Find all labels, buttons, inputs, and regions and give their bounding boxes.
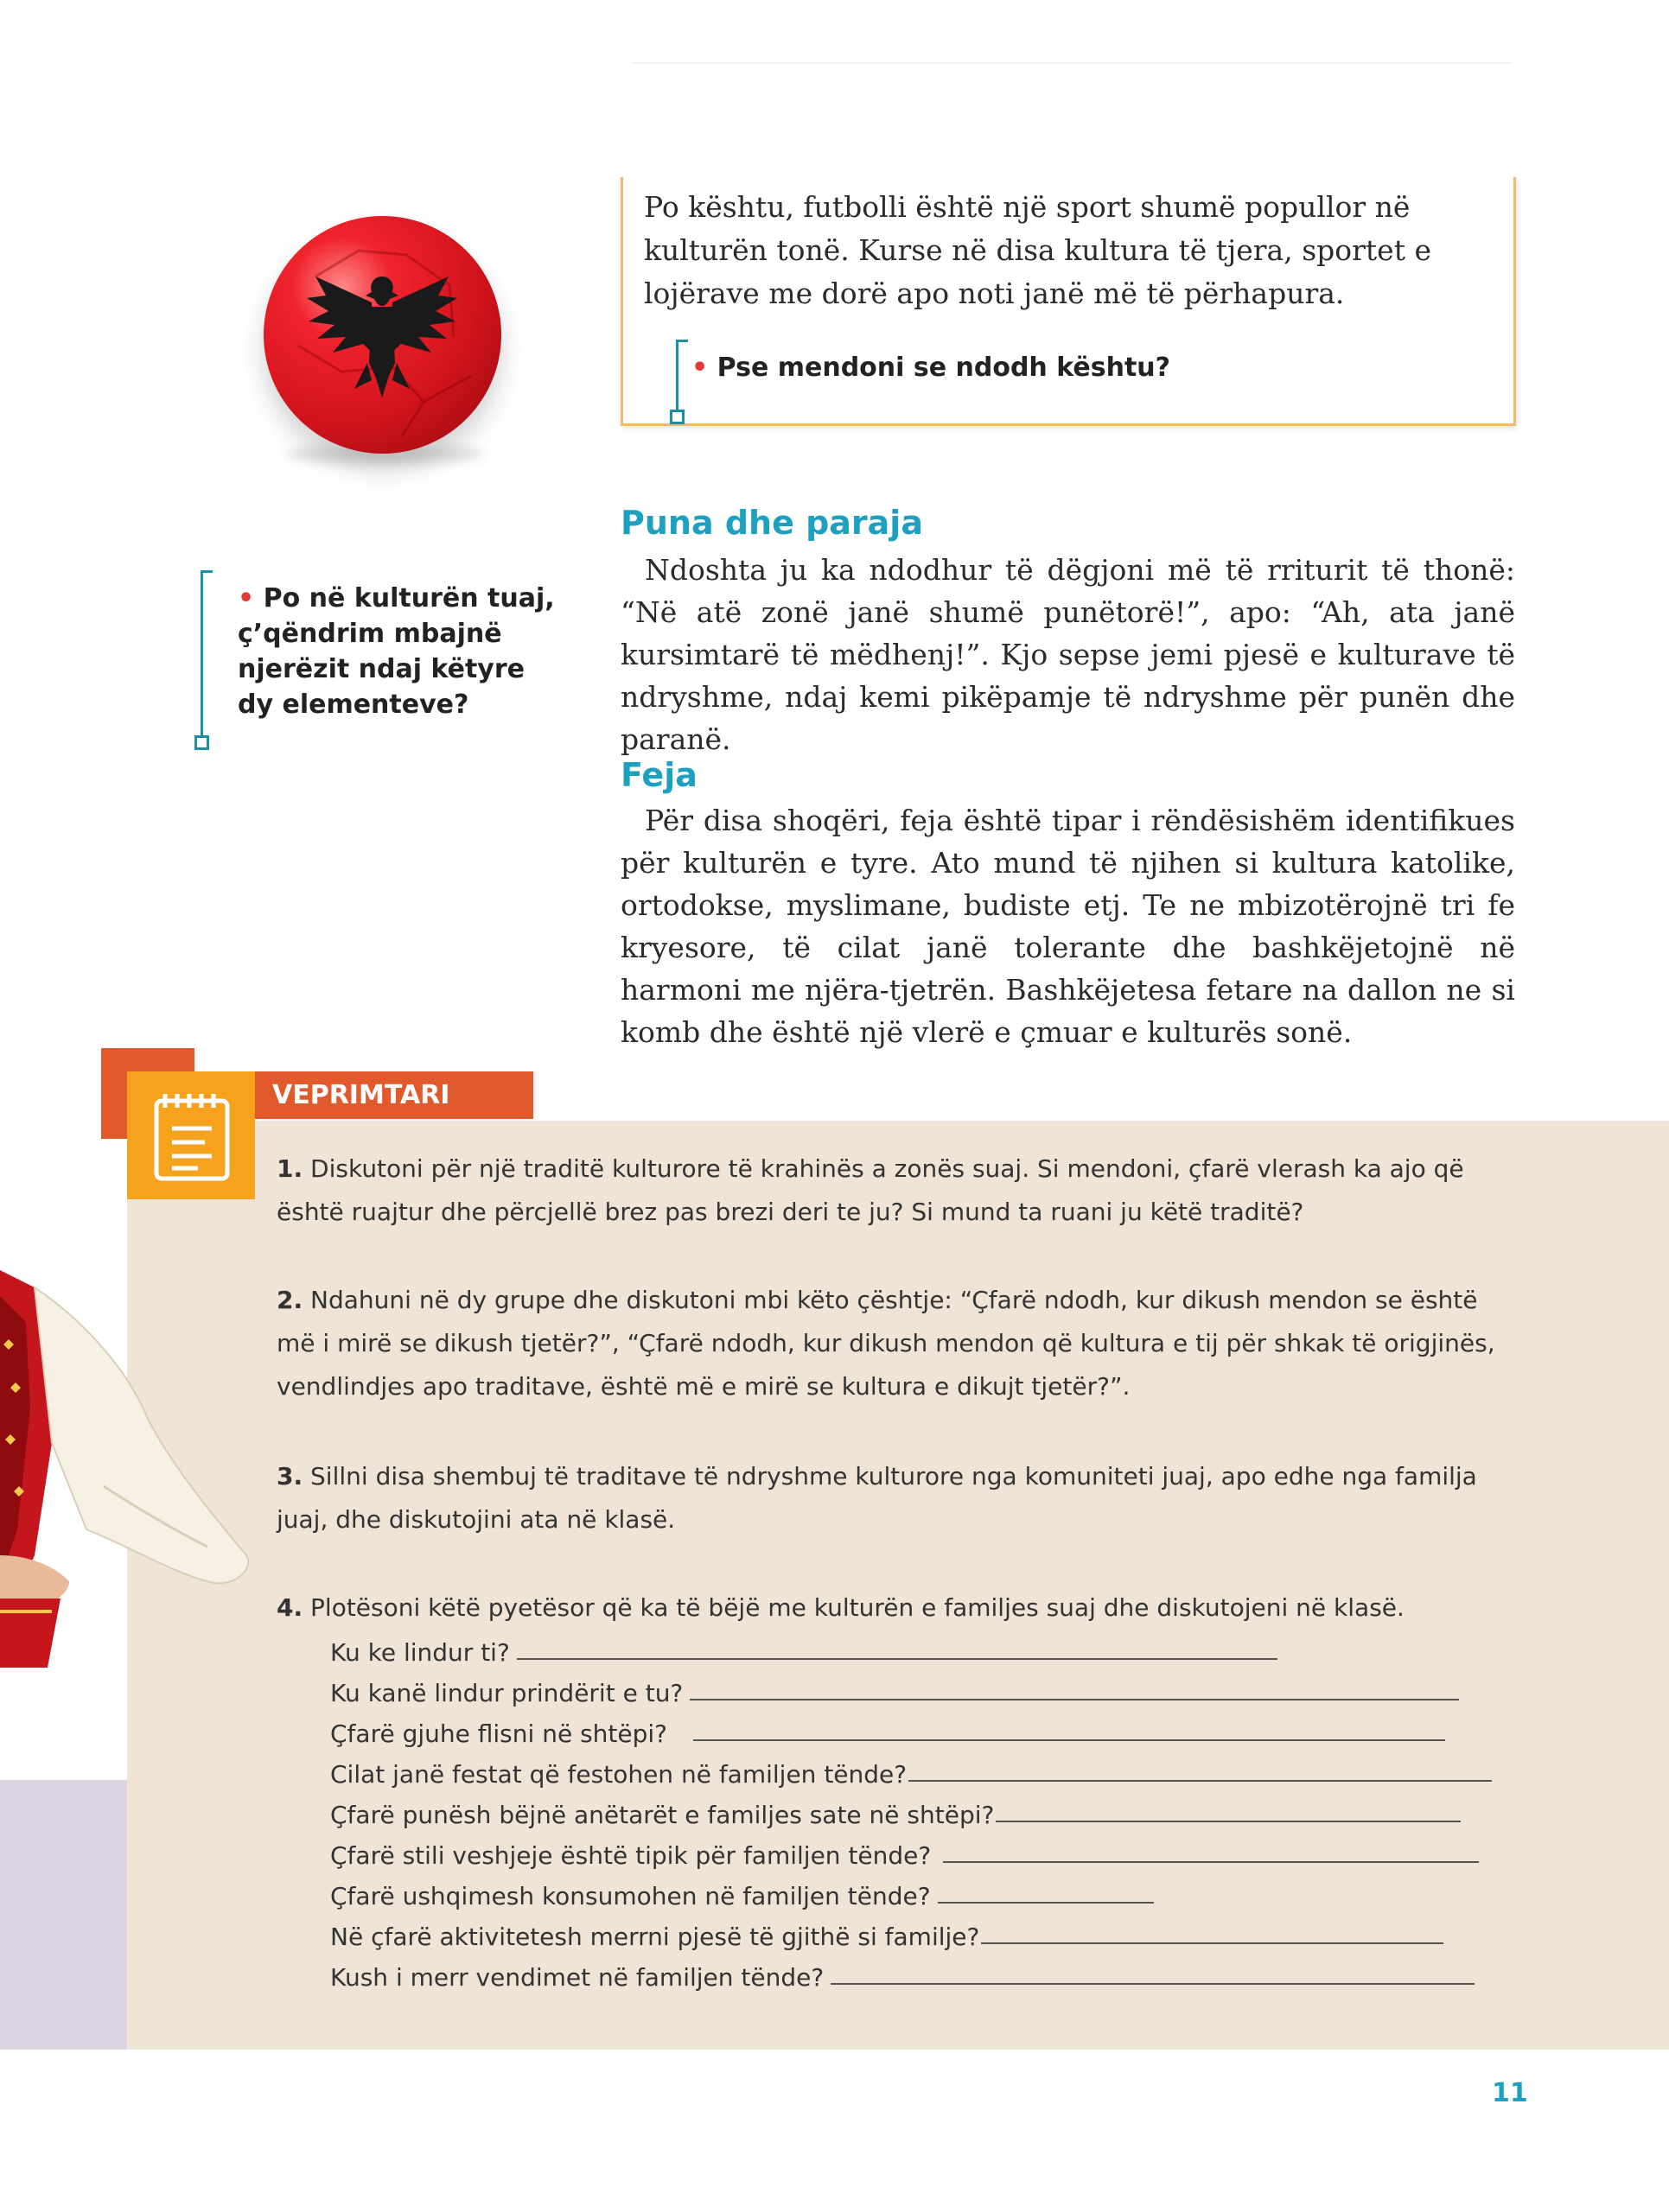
side-question-text: Po në kulturën tuaj, ç’qëndrim mbajnë njerëzit ndaj këtyre dy elementeve?	[238, 583, 555, 720]
question-bracket	[676, 340, 678, 417]
questionnaire-row	[330, 1951, 1475, 1992]
questionnaire-row	[330, 1748, 1492, 1789]
section-text-work-money: Ndoshta ju ka ndodhur të dëgjoni më të rriturit të thonë: “Në atë zonë janë shumë punëtorë!”, apo: “Ah, ata janë kursimtarë të mëdhenj!”. Kjo sepse jemi pjesë e kulturave të ndryshme, ndaj kemi pikëpamje të ndryshme për punën dhe paranë.	[621, 553, 1515, 756]
bullet-icon: •	[691, 353, 717, 383]
activity-item-number: 3.	[277, 1462, 303, 1491]
albanian-flag-football	[264, 216, 501, 454]
questionnaire-question: Çfarë gjuhe flisni në shtëpi?	[330, 1719, 668, 1748]
questionnaire-row	[330, 1626, 1277, 1667]
questionnaire-question: Ku ke lindur ti?	[330, 1638, 510, 1667]
questionnaire-question: Kush i merr vendimet në familjen tënde?	[330, 1963, 825, 1992]
eagle-emblem-icon	[264, 216, 501, 454]
lavender-strip	[0, 1780, 127, 2050]
bracket-top-icon	[201, 570, 213, 573]
answer-line[interactable]	[938, 1902, 1154, 1904]
answer-line[interactable]	[517, 1658, 1277, 1660]
activity-item-text: Diskutoni për një traditë kulturore të krahinës a zonës suaj. Si mendoni, çfarë vlerash ka ajo që është ruajtur dhe përcjellë brez pas brezi deri te ju? Si mund ta ruani ju këtë traditë?	[277, 1154, 1464, 1226]
questionnaire-question: Ku kanë lindur prindërit e tu?	[330, 1679, 684, 1707]
answer-line[interactable]	[943, 1861, 1479, 1863]
activity-item	[277, 1147, 1521, 1234]
answer-line[interactable]	[996, 1821, 1461, 1822]
section-heading-religion: Feja	[621, 756, 698, 794]
questionnaire-row	[330, 1870, 1154, 1910]
answer-line[interactable]	[981, 1942, 1443, 1944]
activity-item-text: Sillni disa shembuj të traditave të ndryshme kulturore nga komuniteti juaj, apo edhe nga familja juaj, dhe diskutojini ata në klasë.	[277, 1462, 1477, 1534]
questionnaire-question: Çfarë ushqimesh konsumohen në familjen tënde?	[330, 1882, 931, 1910]
section-heading-work-money: Puna dhe paraja	[621, 504, 923, 542]
questionnaire-question: Në çfarë aktivitetesh merrni pjesë të gjithë si familje?	[330, 1923, 980, 1951]
bracket-top-icon	[676, 340, 688, 342]
activity-item-number: 1.	[277, 1154, 303, 1183]
answer-line[interactable]	[690, 1699, 1459, 1700]
questionnaire-row	[330, 1667, 1459, 1707]
box-question	[691, 353, 1170, 383]
top-rule	[631, 62, 1513, 64]
questionnaire-row	[330, 1707, 1445, 1748]
box-question-text: Pse mendoni se ndodh kështu?	[717, 353, 1171, 383]
bullet-icon: •	[238, 583, 264, 613]
questionnaire-row	[330, 1789, 1461, 1829]
info-box-text: Po kështu, futbolli është një sport shumë popullor në kulturën tonë. Kurse në disa kultura të tjera, sportet e lojërave me dorë apo noti janë më të përhapura.	[644, 190, 1431, 310]
activity-item	[277, 1586, 1521, 1630]
answer-line[interactable]	[831, 1983, 1475, 1985]
side-question	[238, 581, 557, 722]
activity-item	[277, 1455, 1521, 1541]
answer-line[interactable]	[908, 1780, 1492, 1782]
page-number: 11	[1492, 2078, 1528, 2108]
activity-item-text: Plotësoni këtë pyetësor që ka të bëjë me kulturën e familjes suaj dhe diskutojeni në klasë.	[310, 1593, 1405, 1622]
activity-item	[277, 1279, 1521, 1408]
questionnaire-question: Çfarë stili veshjeje është tipik për familjen tënde?	[330, 1841, 932, 1870]
questionnaire-row	[330, 1910, 1443, 1951]
questionnaire-question: Cilat janë festat që festohen në familjen tënde?	[330, 1760, 908, 1789]
side-question-bracket	[201, 570, 203, 743]
notepad-icon	[127, 1071, 255, 1199]
bracket-square-icon	[670, 410, 685, 424]
bracket-square-icon	[194, 735, 209, 750]
activity-label: VEPRIMTARI	[272, 1080, 450, 1110]
activity-item-text: Ndahuni në dy grupe dhe diskutoni mbi këto çështje: “Çfarë ndodh, kur dikush mendon se është më i mirë se dikush tjetër?”, “Çfarë ndodh, kur dikush mendon që kultura e tij për shkak të origjinës, vendlindjes apo traditave, është më e mirë se kultura e dikujt tjetër?”.	[277, 1286, 1495, 1401]
questionnaire-row	[330, 1829, 1479, 1870]
notepad-graphic	[127, 1071, 255, 1199]
activity-item-number: 2.	[277, 1286, 303, 1314]
activity-item-number: 4.	[277, 1593, 303, 1622]
questionnaire-question: Çfarë punësh bëjnë anëtarët e familjes sate në shtëpi?	[330, 1801, 995, 1829]
answer-line[interactable]	[693, 1739, 1445, 1741]
child-traditional-costume	[0, 1270, 259, 1668]
section-text-religion: Për disa shoqëri, feja është tipar i rëndësishëm identifikues për kulturën e tyre. Ato mund të njihen si kultura katolike, ortodokse, myslimane, budiste etj. Te ne mbizotërojnë tri fe kryesore, të cilat janë tolerante dhe bashkëjetojnë në harmoni me njëra-tjetrën. Bashkëjetesa fetare na dallon ne si komb dhe është një vlerë e çmuar e kulturës sonë.	[621, 804, 1515, 1049]
